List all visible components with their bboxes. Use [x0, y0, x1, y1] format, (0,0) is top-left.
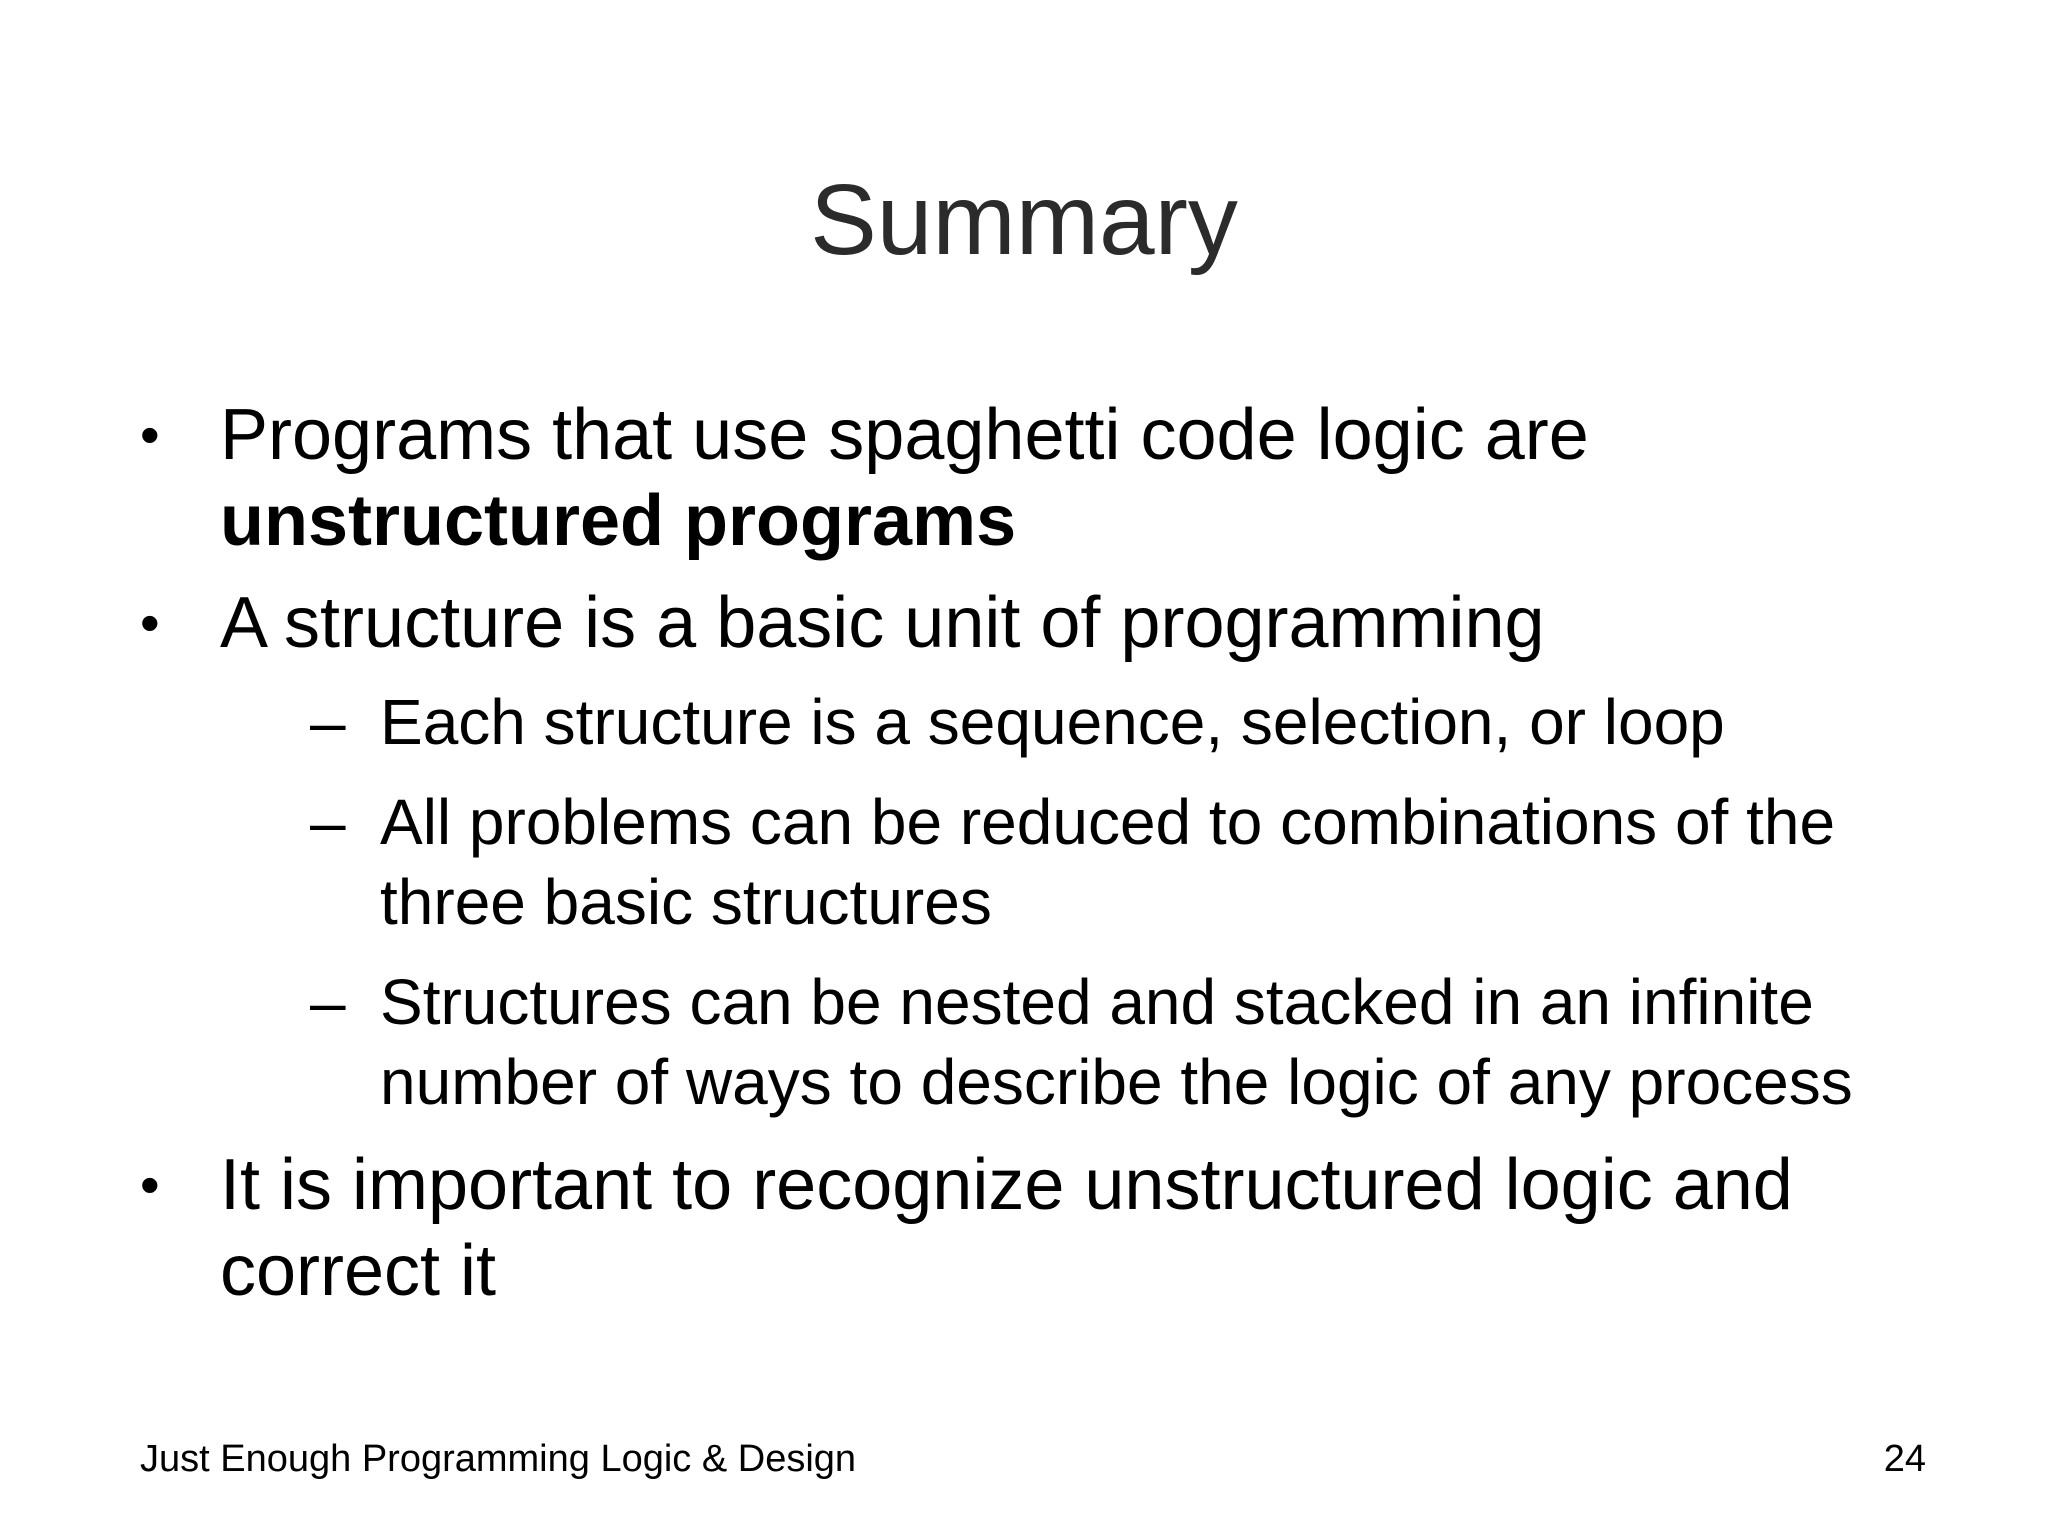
sub-bullet-item	[310, 962, 1930, 1122]
slide-body	[140, 392, 1930, 1330]
bullet-text: A structure is a basic unit of programming	[220, 583, 1545, 663]
bullet-text: Programs that use spaghetti code logic are	[220, 395, 1589, 475]
sub-bullet-marker: –	[310, 786, 346, 858]
bullet-item	[140, 1142, 1930, 1314]
sub-bullet-text: Each structure is a sequence, selection, or loop	[380, 686, 1725, 758]
bullet-marker: •	[140, 591, 160, 654]
sub-bullet-item	[310, 682, 1930, 762]
bullet-marker: •	[140, 1153, 160, 1216]
bullet-marker: •	[140, 403, 160, 466]
sub-bullet-marker: –	[310, 686, 346, 758]
bullet-text: It is important to recognize unstructured logic and correct it	[220, 1145, 1793, 1311]
footer-title: Just Enough Programming Logic & Design	[140, 1438, 857, 1480]
slide-title: Summary	[810, 164, 1238, 276]
bullet-item	[140, 392, 1930, 564]
bullet-item	[140, 580, 1930, 666]
bullet-bold-text: unstructured programs	[220, 481, 1017, 561]
sub-list	[140, 682, 1930, 1122]
sub-bullet-item	[310, 782, 1930, 942]
page-number: 24	[1883, 1438, 1926, 1480]
sub-bullet-text: All problems can be reduced to combinations of the three basic structures	[380, 786, 1836, 938]
sub-bullet-text: Structures can be nested and stacked in an infinite number of ways to describe the logic of any process	[380, 966, 1853, 1118]
sub-bullet-marker: –	[310, 966, 346, 1038]
